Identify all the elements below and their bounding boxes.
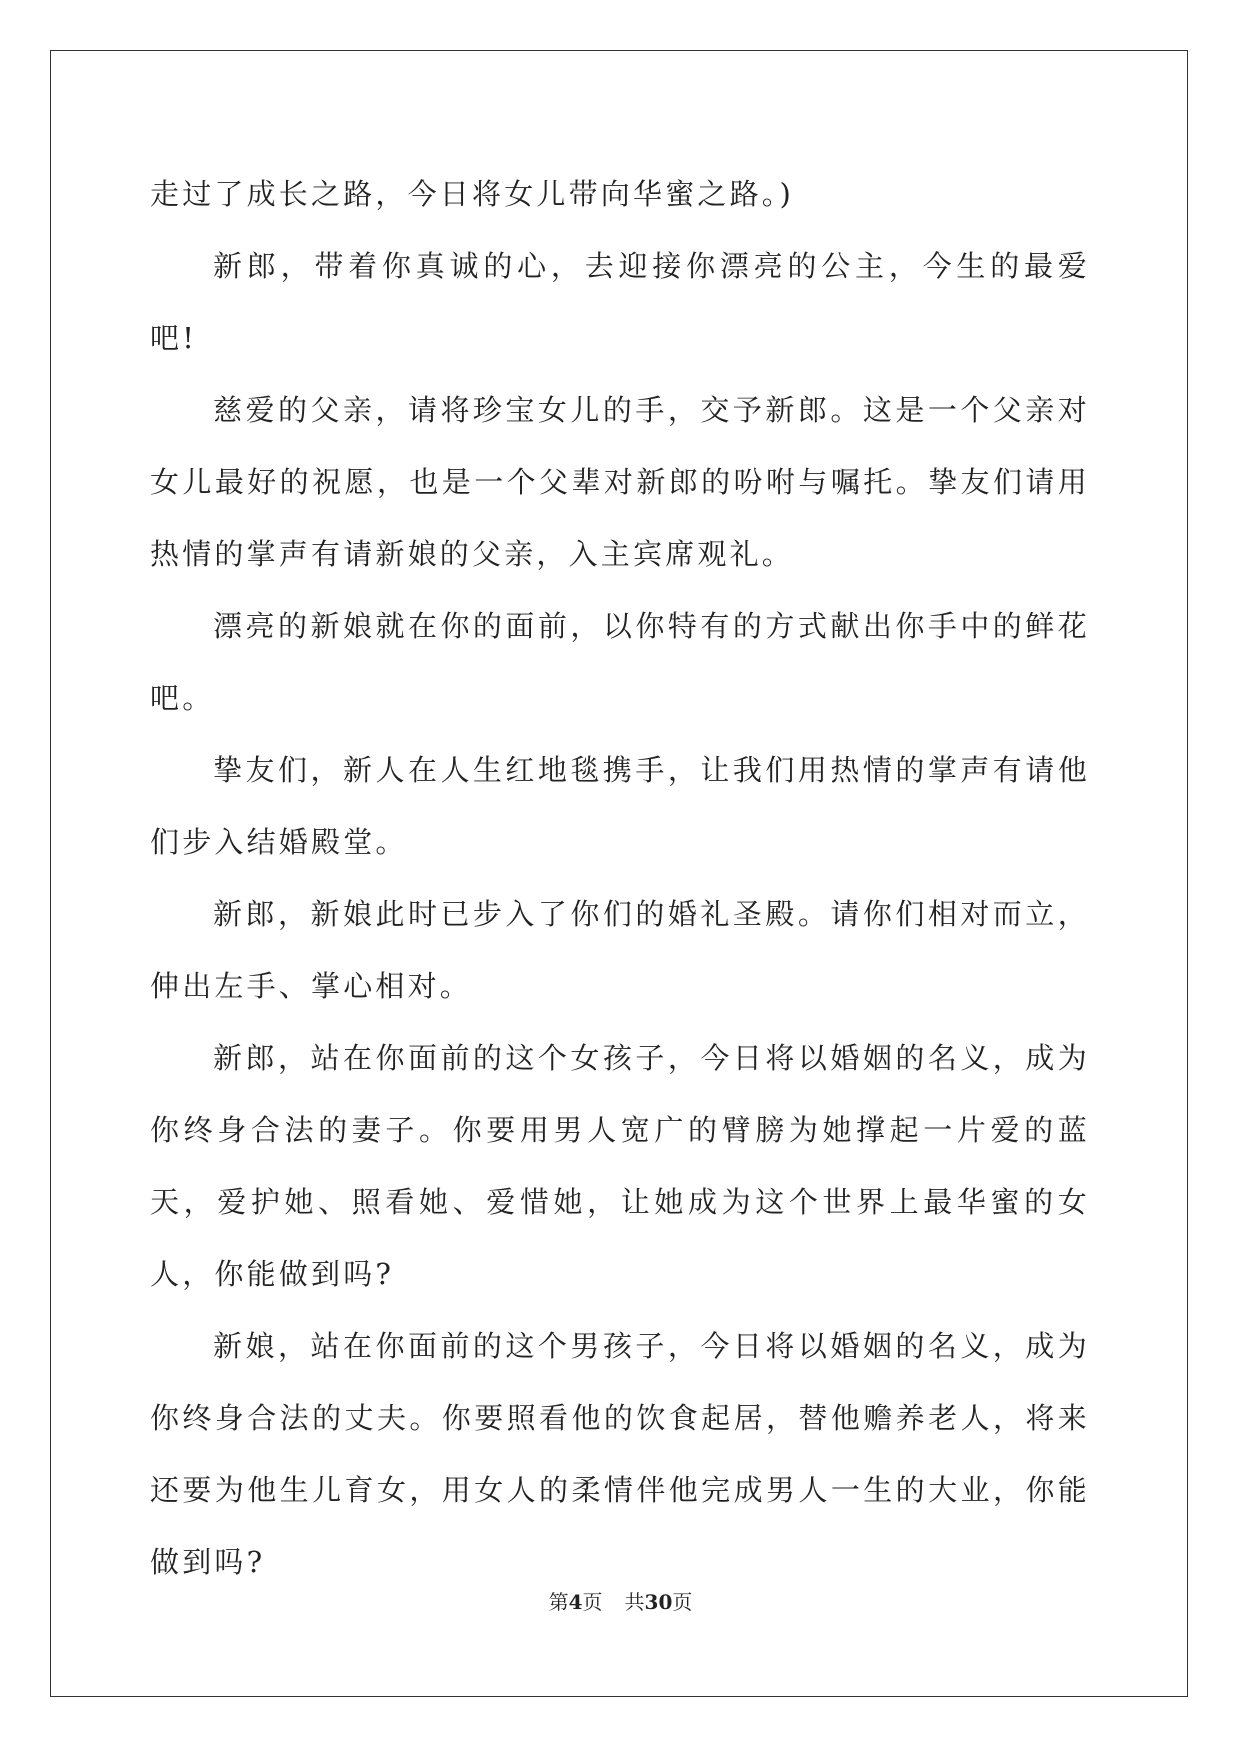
- total-prefix: 共: [624, 1590, 645, 1614]
- paragraph: 走过了成长之路，今日将女儿带向华蜜之路。): [150, 177, 795, 211]
- paragraph: 慈爱的父亲，请将珍宝女儿的手，交予新郎。这是一个父亲对女儿最好的祝愿，也是一个父辈对新郎的吩咐与嘱托。挚友们请用热情的掌声有请新娘的父亲，入主宾席观礼。: [150, 393, 1090, 571]
- paragraph: 新郎，新娘此时已步入了你们的婚礼圣殿。请你们相对而立，伸出左手、掌心相对。: [150, 897, 1090, 1003]
- page-footer: [0, 1586, 1241, 1615]
- paragraph: 新郎，站在你面前的这个女孩子，今日将以婚姻的名义，成为你终身合法的妻子。你要用男人宽广的臂膀为她撑起一片爱的蓝天，爱护她、照看她、爱惜她，让她成为这个世界上最华蜜的女人，你能做到吗?: [150, 1041, 1090, 1291]
- page-number: 4: [568, 1590, 583, 1614]
- paragraph: 挚友们，新人在人生红地毯携手，让我们用热情的掌声有请他们步入结婚殿堂。: [150, 753, 1090, 859]
- paragraph: 新娘，站在你面前的这个男孩子，今日将以婚姻的名义，成为你终身合法的丈夫。你要照看他的饮食起居，替他赡养老人，将来还要为他生儿育女，用女人的柔情伴他完成男人一生的大业，你能做到吗?: [150, 1329, 1090, 1579]
- total-suffix: 页: [672, 1590, 693, 1614]
- document-body: [150, 158, 1090, 1598]
- page-suffix: 页: [582, 1590, 603, 1614]
- paragraph: 漂亮的新娘就在你的面前，以你特有的方式献出你手中的鲜花吧。: [150, 609, 1090, 715]
- paragraph: 新郎，带着你真诚的心，去迎接你漂亮的公主，今生的最爱吧!: [150, 249, 1090, 355]
- total-pages: 30: [644, 1590, 673, 1614]
- page-prefix: 第: [548, 1590, 569, 1614]
